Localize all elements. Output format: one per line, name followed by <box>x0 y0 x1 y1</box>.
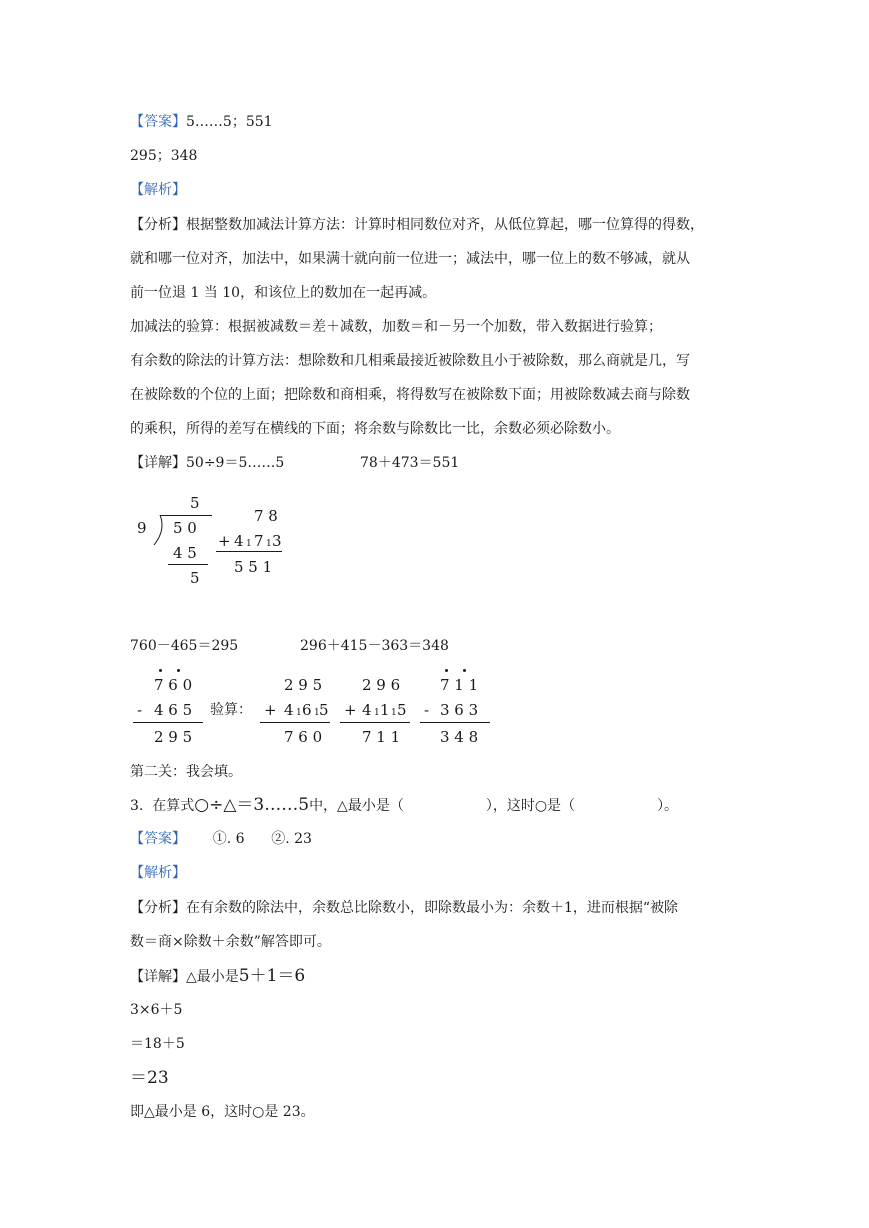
eq3: 760－465＝295 <box>130 638 239 654</box>
sum-line <box>260 722 330 723</box>
remainder: 5 <box>190 569 200 587</box>
eq4: 296＋415－363＝348 <box>300 638 449 654</box>
addend-b-1: 4 <box>362 701 372 719</box>
answer-2: ②. 23 <box>271 831 312 847</box>
difference-line <box>133 722 203 723</box>
addend-top: 7 8 <box>254 507 278 525</box>
answer-value: 5……5；551 <box>186 114 273 130</box>
sum: 7 6 0 <box>284 728 323 746</box>
dividend: 5 0 <box>173 519 197 537</box>
section-title: 第二关：我会填。 <box>130 764 242 780</box>
borrow-dot <box>177 669 180 672</box>
detail-expression: 5＋1＝6 <box>238 966 306 986</box>
q3-analysis-line-2: 数＝商×除数＋余数”解答即可。 <box>130 934 331 950</box>
minus-sign: - <box>424 701 430 719</box>
answer-tag: 【答案】 <box>130 114 186 130</box>
borrow-dot <box>463 669 466 672</box>
addend-b-1: 4 <box>234 532 244 550</box>
quotient: 5 <box>190 494 200 512</box>
q3-analysis-line-1 <box>130 898 678 918</box>
question-text: 在算式 <box>152 798 195 814</box>
division-line <box>168 564 208 565</box>
q3-analysis-tag: 【解析】 <box>130 865 186 881</box>
sum: 7 1 1 <box>362 728 401 746</box>
detail-line <box>130 453 284 473</box>
addend-b-3: 3 <box>272 532 282 550</box>
question-text: 中，△最小是（ <box>309 798 404 814</box>
analysis-line-5: 有余数的除法的计算方法：想除数和几相乘最接近被除数且小于被除数，那么商就是几，写 <box>130 353 690 369</box>
subtrahend: 3 6 3 <box>440 701 479 719</box>
q3-answer <box>130 829 312 849</box>
question-text: ），这时○是（ <box>485 798 576 814</box>
detail-eq2: 78＋473＝551 <box>360 455 460 471</box>
analysis-line-7: 的乘积，所得的差写在横线的下面；将余数与除数比一比，余数必须必除数小。 <box>130 421 620 437</box>
analysis-line-1 <box>130 215 704 235</box>
sum-line <box>340 722 410 723</box>
addend-b-1: 4 <box>284 701 294 719</box>
q3-detail-line-2: 3×6＋5 <box>130 1002 183 1018</box>
q3-detail-line-1 <box>130 966 305 987</box>
question-3 <box>130 795 678 816</box>
carry: 1 <box>374 708 380 718</box>
carry: 1 <box>314 708 320 718</box>
q3-detail-line-5: 即△最小是 6，这时○是 23。 <box>130 1104 315 1120</box>
carry: 1 <box>296 708 302 718</box>
carry: 1 <box>266 539 272 549</box>
plus-sign: + <box>218 532 231 550</box>
analysis-line-3: 前一位退 1 当 10，和该位上的数加在一起再减。 <box>130 285 437 301</box>
division-bar <box>160 515 212 516</box>
addend-b-2: 7 <box>254 532 264 550</box>
addend-top: 2 9 5 <box>284 676 323 694</box>
minus-sign: - <box>137 701 143 719</box>
carry: 1 <box>391 708 397 718</box>
analysis-tag: 【解析】 <box>130 182 186 198</box>
fenxi-text: 在有余数的除法中，余数总比除数小，即除数最小为：余数＋1，进而根据“被除 <box>186 900 679 916</box>
sum-line <box>216 551 282 552</box>
answer-tag: 【答案】 <box>130 831 186 847</box>
detail-tag: 【详解】 <box>130 455 186 471</box>
addend-b-3: 5 <box>319 701 329 719</box>
answer-line-1 <box>130 112 273 132</box>
q3-detail-line-3: ＝18＋5 <box>130 1036 185 1052</box>
question-expression: ○÷△＝3……5 <box>194 795 310 815</box>
analysis-line-4: 加减法的验算：根据被减数＝差＋减数，加数＝和－另一个加数，带入数据进行验算； <box>130 319 662 335</box>
analysis-line-6: 在被除数的个位的上面；把除数和商相乘，将得数写在被除数下面；用被除数减去商与除数 <box>130 387 690 403</box>
minuend: 7 6 0 <box>154 676 193 694</box>
plus-sign: + <box>344 701 357 719</box>
difference: 2 9 5 <box>154 728 193 746</box>
detail-eq1: 50÷9＝5……5 <box>186 455 285 471</box>
question-text: ）。 <box>657 798 679 814</box>
borrow-dot <box>445 669 448 672</box>
plus-sign: + <box>264 701 277 719</box>
addend-b-2: 6 <box>302 701 312 719</box>
sum: 5 5 1 <box>234 558 273 576</box>
subtrahend: 4 6 5 <box>154 701 193 719</box>
analysis-line-2: 就和哪一位对齐，加法中，如果满十就向前一位进一；减法中，哪一位上的数不够减，就从 <box>130 251 690 267</box>
division-bracket <box>152 515 166 545</box>
borrow-dot <box>159 669 162 672</box>
product: 4 5 <box>173 544 197 562</box>
fenxi-tag: 【分析】 <box>130 217 186 233</box>
question-number: 3. <box>130 798 144 814</box>
verify-label: 验算： <box>210 702 252 718</box>
addend-b-2: 1 <box>380 701 390 719</box>
difference: 3 4 8 <box>440 728 479 746</box>
carry: 1 <box>246 539 252 549</box>
minuend: 7 1 1 <box>440 676 479 694</box>
detail-text: △最小是 <box>186 969 239 985</box>
q3-detail-line-4: ＝23 <box>130 1068 169 1088</box>
addend-top: 2 9 6 <box>362 676 401 694</box>
fenxi-text: 根据整数加减法计算方法：计算时相同数位对齐，从低位算起，哪一位算得的得数， <box>186 217 704 233</box>
difference-line <box>420 722 490 723</box>
addend-b-3: 5 <box>397 701 407 719</box>
detail-tag: 【详解】 <box>130 969 186 985</box>
answer-line-2: 295；348 <box>130 148 198 164</box>
answer-1: ①. 6 <box>212 831 245 847</box>
fenxi-tag: 【分析】 <box>130 900 186 916</box>
divisor: 9 <box>137 519 147 537</box>
